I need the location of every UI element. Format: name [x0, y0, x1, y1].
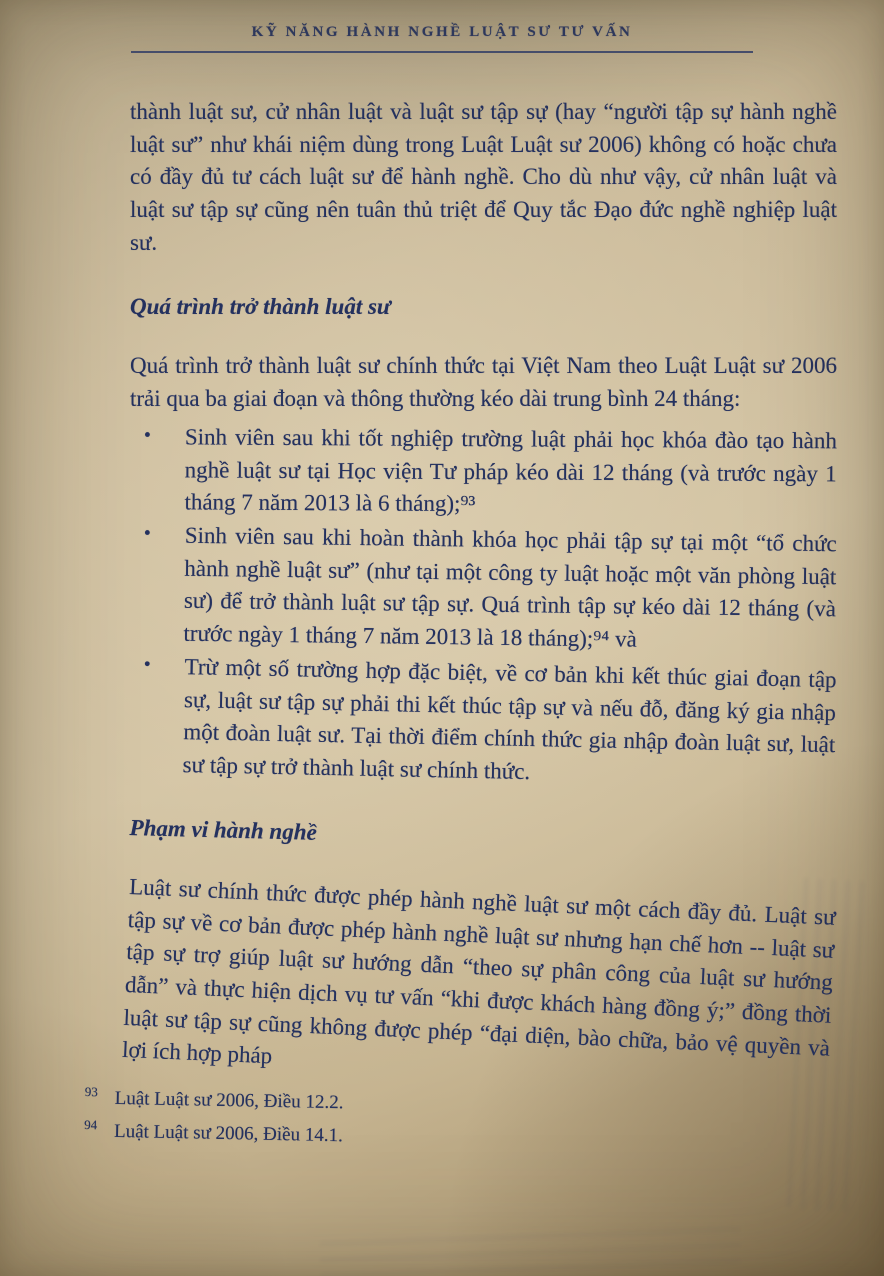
bullet-icon: •	[143, 522, 151, 545]
list-item	[128, 519, 837, 659]
footnote-marker: 93	[84, 1084, 98, 1100]
footnotes	[84, 1083, 837, 1160]
section2-paragraph: Luật sư chính thức được phép hành nghề luật sư một cách đầy đủ. Luật sư tập sự về cơ bản được phép hành nghề luật sư nhưng hạn chế hơn -- luật sư tập sự trợ giúp luật sư hướng dẫn “theo sự phân công của luật sư hướng dẫn” và thực hiện dịch vụ tư vấn “khi được khách hàng đồng ý;” đồng thời luật sư tập sự cũng không được phép “đại diện, bào chữa, bảo vệ quyền và lợi ích hợp pháp	[121, 874, 837, 1069]
footnote-text: Luật Luật sư 2006, Điều 14.1.	[113, 1121, 343, 1147]
bullet-icon: •	[143, 653, 151, 676]
section1-lead-paragraph: Quá trình trở thành luật sư chính thức tại Việt Nam theo Luật Luật sư 2006 trải qua ba giai đoạn và thông thường kéo dài trung bình 24 tháng:	[130, 352, 837, 411]
list-item	[127, 650, 836, 795]
footnote-text: Luật Luật sư 2006, Điều 12.2.	[114, 1087, 344, 1114]
bullet-icon: •	[143, 424, 151, 447]
intro-paragraph: thành luật sư, cử nhân luật và luật sư tập sự (hay “người tập sự hành nghề luật sư” như khái niệm dùng trong Luật Luật sư 2006) không có hoặc chưa có đầy đủ tư cách luật sư để hành nghề. Cho dù như vậy, cử nhân luật và luật sư tập sự cũng nên tuân thủ triệt để Quy tắc Đạo đức nghề nghiệp luật sư.	[130, 99, 837, 255]
header-divider	[131, 51, 753, 53]
bullet-text: Trừ một số trường hợp đặc biệt, về cơ bản khi kết thúc giai đoạn tập sự, luật sư tập sự phải thi kết thúc tập sự và nếu đỗ, đăng ký gia nhập một đoàn luật sư. Tại thời điểm chính thức gia nhập đoàn luật sư, luật sư tập sự trở thành luật sư chính thức.	[182, 653, 837, 784]
list-item	[129, 421, 837, 523]
bullet-text: Sinh viên sau khi tốt nghiệp trường luật phải học khóa đào tạo hành nghề luật sư tại Học viện Tư pháp kéo dài 12 tháng (và trước ngày 1 tháng 7 năm 2013 là 6 tháng);⁹³	[184, 424, 837, 517]
footnote-marker: 94	[84, 1117, 98, 1133]
section-heading-pham-vi: Phạm vi hành nghề	[129, 815, 318, 846]
running-header: KỸ NĂNG HÀNH NGHỀ LUẬT SƯ TƯ VẤN	[251, 24, 633, 40]
section-heading-qua-trinh: Quá trình trở thành luật sư	[130, 294, 391, 320]
bullet-list	[130, 421, 837, 784]
bullet-text: Sinh viên sau khi hoàn thành khóa học phải tập sự tại một “tổ chức hành nghề luật sư” (như tại một công ty luật hoặc một văn phòng luật sư) để trở thành luật sư tập sự. Quá trình tập sự kéo dài 12 tháng (và trước ngày 1 tháng 7 năm 2013 là 18 tháng);⁹⁴ và	[183, 522, 837, 652]
page-content	[85, 96, 837, 1150]
reverse-page-bleed-through	[319, 1223, 740, 1276]
